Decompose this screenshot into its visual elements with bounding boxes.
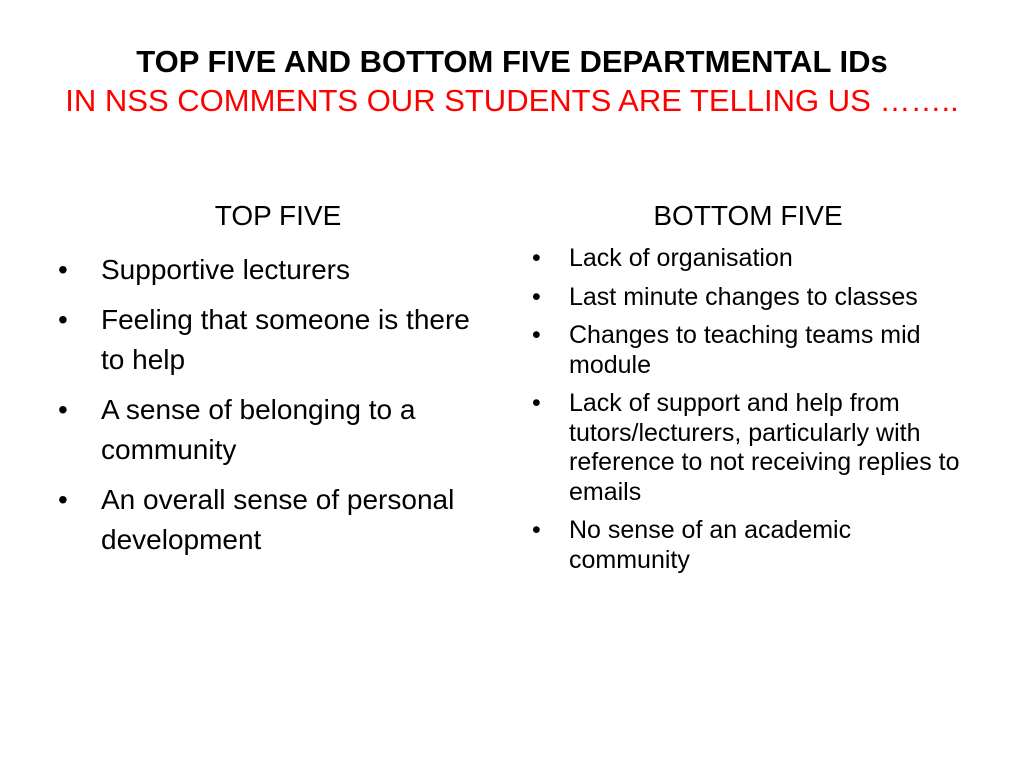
list-item-text: No sense of an academic community	[569, 516, 852, 574]
list-item-text: Supportive lecturers	[101, 254, 351, 285]
top-five-heading: TOP FIVE	[214, 200, 342, 231]
bullet-icon: •	[58, 484, 68, 515]
bullet-icon: •	[58, 304, 68, 335]
bottom-five-heading: BOTTOM FIVE	[653, 200, 843, 231]
list-item-text: Lack of support and help from tutors/lecturers, particularly with reference to not receiving replies to emails	[569, 389, 960, 506]
list-item	[58, 480, 498, 560]
list-item-text: Lack of organisation	[569, 244, 793, 272]
list-item-text: An overall sense of personal development	[101, 484, 455, 555]
list-item	[532, 321, 972, 380]
list-item-text: Feeling that someone is there to help	[101, 304, 470, 375]
bullet-icon: •	[532, 516, 541, 544]
list-item	[532, 283, 972, 313]
bullet-icon: •	[58, 394, 68, 425]
list-item-text: A sense of belonging to a community	[101, 394, 416, 465]
bullet-icon: •	[532, 321, 541, 349]
title-subtitle: IN NSS COMMENTS OUR STUDENTS ARE TELLING US ……..	[65, 83, 959, 118]
list-item	[58, 300, 498, 380]
bullet-icon: •	[532, 282, 541, 311]
list-item	[58, 390, 498, 470]
title-main: TOP FIVE AND BOTTOM FIVE DEPARTMENTAL IDs	[136, 44, 888, 79]
list-item	[58, 250, 498, 290]
bottom-five-list	[532, 244, 972, 584]
bullet-icon: •	[532, 244, 541, 272]
top-five-list	[58, 250, 498, 570]
list-item	[532, 244, 972, 274]
list-item	[532, 389, 972, 507]
bullet-icon: •	[58, 254, 68, 285]
bullet-icon: •	[532, 389, 541, 417]
slide-title	[40, 42, 984, 120]
list-item-text: Changes to teaching teams mid module	[569, 321, 921, 379]
list-item-text: Last minute changes to classes	[569, 282, 918, 311]
list-item	[532, 516, 972, 575]
